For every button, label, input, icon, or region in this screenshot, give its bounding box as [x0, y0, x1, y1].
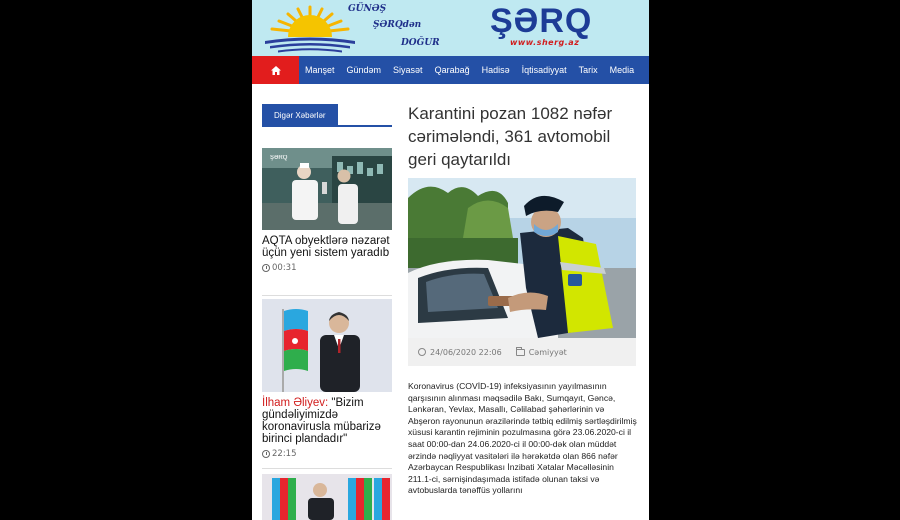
- nav-item-manset[interactable]: Manşet: [305, 65, 335, 75]
- article-date: 24/06/2020 22:06: [430, 347, 502, 357]
- nav-item-hadise[interactable]: Hadisə: [481, 65, 510, 75]
- folder-icon: [516, 349, 525, 356]
- slogan-line-2: ŞƏRQdən: [373, 20, 422, 30]
- brand-logo[interactable]: ŞƏRQ: [490, 2, 593, 40]
- sidebar-news-title[interactable]: AQTA obyektlərə nəzarət üçün yeni sistem yaradıb: [262, 235, 390, 259]
- news-thumbnail[interactable]: [262, 474, 392, 520]
- sidebar-news-time: [262, 449, 392, 459]
- sidebar-heading[interactable]: Digər Xəbərlər: [262, 104, 338, 127]
- sidebar-news-time-value: 00:31: [272, 263, 297, 273]
- divider: [262, 468, 392, 469]
- nav-item-qarabag[interactable]: Qarabağ: [434, 65, 470, 75]
- nav-item-tarix[interactable]: Tarix: [578, 65, 598, 75]
- sidebar-news-time-value: 22:15: [272, 449, 297, 459]
- sidebar-news-title-text: "Bizim gündəliyimizdə koronavirusla mübarizə birinci plandadır": [262, 397, 381, 445]
- sidebar-other-news: [262, 104, 392, 127]
- nav-item-media[interactable]: Media: [609, 65, 635, 75]
- sidebar-news-title-highlight: İlham Əliyev:: [262, 397, 329, 409]
- article-category[interactable]: Cəmiyyət: [528, 347, 567, 357]
- sidebar-news-item[interactable]: [262, 148, 392, 273]
- clock-icon: [418, 348, 426, 356]
- slogan-line-3: DOĞUR: [401, 38, 440, 48]
- nav-item-iqtisadiyyat[interactable]: İqtisadiyyat: [521, 65, 567, 75]
- site-header: [252, 0, 649, 56]
- news-thumbnail[interactable]: [262, 148, 392, 230]
- clock-icon: [262, 450, 270, 458]
- divider: [262, 295, 392, 296]
- brand-url: www.sherg.az: [510, 38, 580, 47]
- article-meta: [408, 338, 636, 366]
- watermark-logo: ŞƏRQ: [270, 155, 288, 161]
- sidebar-news-title[interactable]: [262, 397, 392, 445]
- nav-item-siyaset[interactable]: Siyasət: [393, 65, 423, 75]
- article-title: Karantini pozan 1082 nəfər cərimələndi, 361 avtomobil geri qaytarıldı: [408, 104, 613, 169]
- sidebar-news-time: [262, 263, 392, 273]
- home-icon: [271, 66, 281, 75]
- home-button[interactable]: [252, 56, 299, 84]
- slogan-line-1: GÜNƏŞ: [348, 4, 387, 14]
- main-nav: [252, 56, 649, 84]
- sidebar-news-item[interactable]: [262, 299, 392, 459]
- article-body: Koronavirus (COVİD-19) infeksiyasının yayılmasının qarşısının alınması məqsədilə Bakı, Sumqayıt, Gəncə, Lənkəran, Yevlax, Masallı, Cəlilabad şəhərlərinin və Abşeron rayonunun ərazilərində tətbiq edilmiş sərtləşdirilmiş xüsusi karantin rejiminin pozulmasına görə 23.06.2020-ci il saat 00:00-dan 24.06.2020-ci il 00:00-dək olan müddət ərzində nəqliyyat vasitələri ilə hərəkətdə olan 866 nəfər Azərbaycan Respublikası İnzibati Xətalar Məcəlləsinin 211.1-ci, sərnişindaşımada istifadə olunan taksi və avtobuslarda tənəffüs yollarını: [408, 381, 637, 496]
- page: [252, 0, 649, 520]
- sidebar-heading-bar: [262, 104, 392, 127]
- nav-item-gundem[interactable]: Gündəm: [346, 65, 382, 75]
- sunrise-logo[interactable]: [260, 3, 360, 53]
- news-thumbnail[interactable]: [262, 299, 392, 392]
- clock-icon: [262, 264, 270, 272]
- article-photo[interactable]: [408, 178, 636, 338]
